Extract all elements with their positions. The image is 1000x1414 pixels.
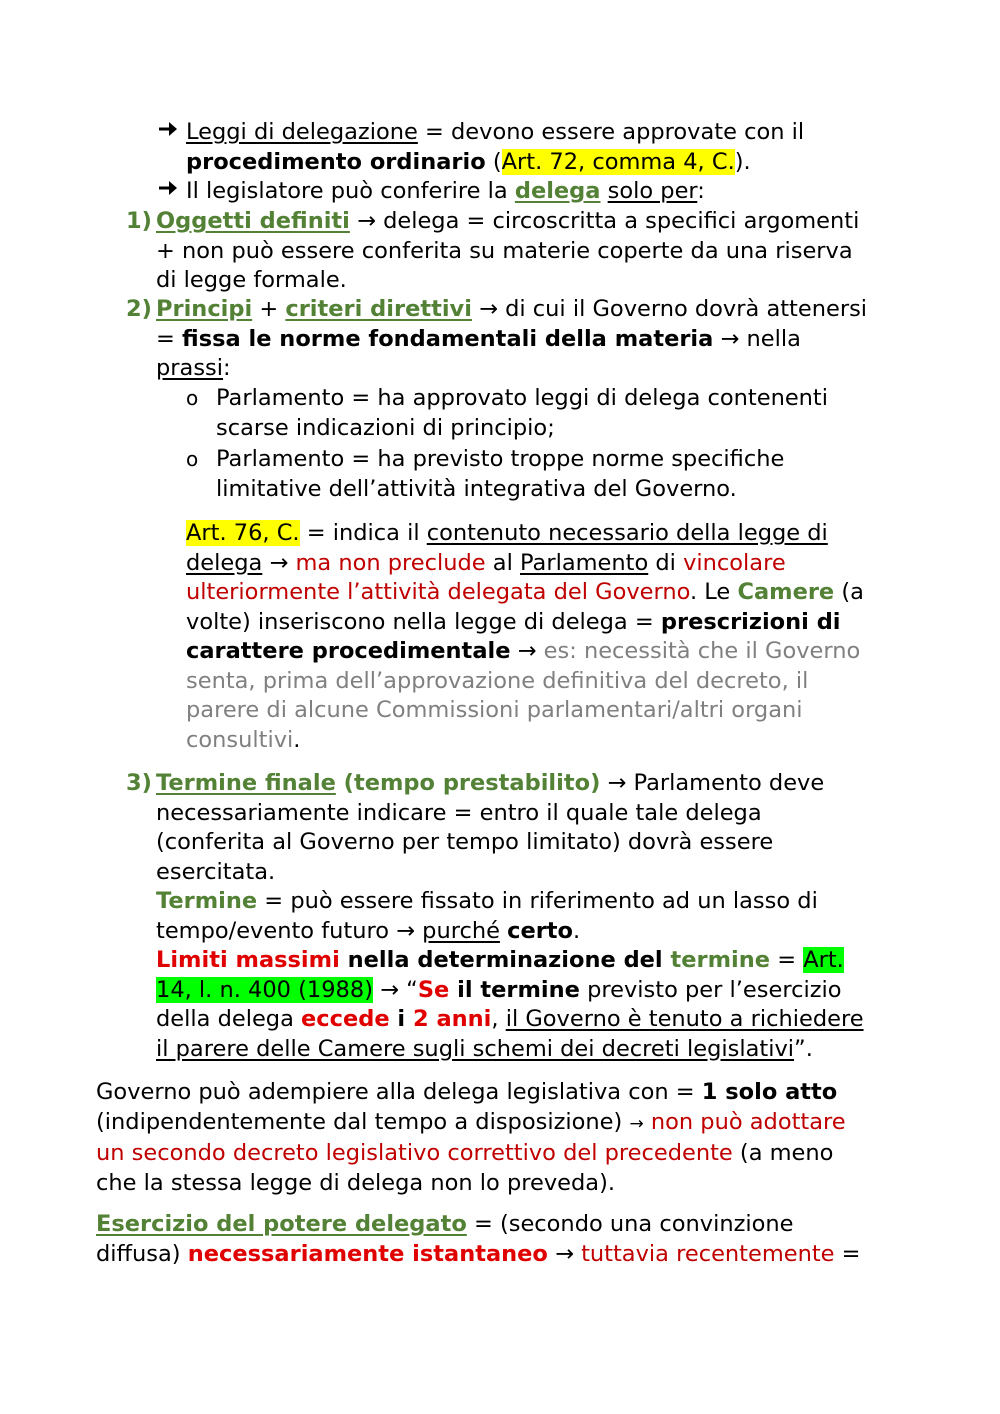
arrow-right-bold-icon <box>157 118 179 146</box>
item-termine-finale: Termine finale (tempo prestabilito) → Parlamento deve necessariamente indicare = entro il quale tale delega (conferita al Governo per tempo limitato) dovrà essere esercitata. Termine = può essere fissato in riferimento ad un lasso di tempo/evento futuro → purché certo. Limiti massimi nella determinazione del termine = Art. 14, l. n. 400 (1988) → “Se il termine previsto per l’esercizio della delega eccede i 2 anni, il Governo è tenuto a richiedere il parere delle Camere sugli schemi dei decreti legislativi”. <box>156 770 864 1062</box>
list-number-2: 2) <box>126 296 152 322</box>
arrow-right-bold-icon <box>157 177 179 205</box>
arrow-right-icon: → <box>607 770 627 796</box>
sub-item-parlamento-1: Parlamento = ha approvato leggi di delega contenenti scarse indicazioni di principio; <box>216 385 829 441</box>
item-oggetti-definiti: Oggetti definiti → delega = circoscritta a specifici argomenti + non può essere conferita su materie coperte da una riserva di legge formale. <box>156 208 860 293</box>
item-principi-criteri: Principi + criteri direttivi → di cui il Governo dovrà attenersi = fissa le norme fondamentali della materia → nella prassi: <box>156 296 868 381</box>
bullet-leggi-delegazione: Leggi di delegazione = devono essere approvate con il procedimento ordinario (Art. 72, comma 4, C.). <box>186 119 805 175</box>
sub-item-parlamento-2: Parlamento = ha previsto troppe norme specifiche limitative dell’attività integrativa del Governo. <box>216 446 785 502</box>
arrow-right-icon: → <box>380 976 399 1003</box>
circle-bullet-icon: o <box>186 447 199 471</box>
list-number-1: 1) <box>126 208 152 234</box>
art76-paragraph: Art. 76, C. = indica il contenuto necessario della legge di delega → ma non preclude al Parlamento di vincolare ulteriormente l’attività delegata del Governo. Le Camere (a volte) inseriscono nella legge di delega = prescrizioni di carattere procedimentale → es: necessità che il Governo senta, prima dell’approvazione definitiva del decreto, il parere di alcune Commissioni parlamentari/altri organi consultivi. <box>186 520 864 753</box>
arrow-right-icon: → <box>479 296 498 322</box>
arrow-right-icon: → <box>396 917 416 944</box>
bullet-legislatore-delega: Il legislatore può conferire la delega solo per: <box>186 178 705 204</box>
paragraph-governo-atto: Governo può adempiere alla delega legislativa con = 1 solo atto (indipendentemente dal tempo a disposizione) → non può adottare un secondo decreto legislativo correttivo del precedente (a meno che la stessa legge di delega non lo preveda). <box>96 1079 846 1196</box>
arrow-right-icon: → <box>555 1240 574 1267</box>
paragraph-esercizio-potere: Esercizio del potere delegato = (secondo una convinzione diffusa) necessariamente istantaneo → tuttavia recentemente = <box>96 1211 861 1267</box>
circle-bullet-icon: o <box>186 386 199 410</box>
arrow-right-icon: → <box>269 549 289 576</box>
arrow-right-icon: → <box>357 208 376 234</box>
list-number-3: 3) <box>126 770 152 796</box>
arrow-right-icon: → <box>720 325 740 352</box>
arrow-right-icon: → <box>629 1113 644 1134</box>
arrow-right-icon: → <box>517 638 537 664</box>
